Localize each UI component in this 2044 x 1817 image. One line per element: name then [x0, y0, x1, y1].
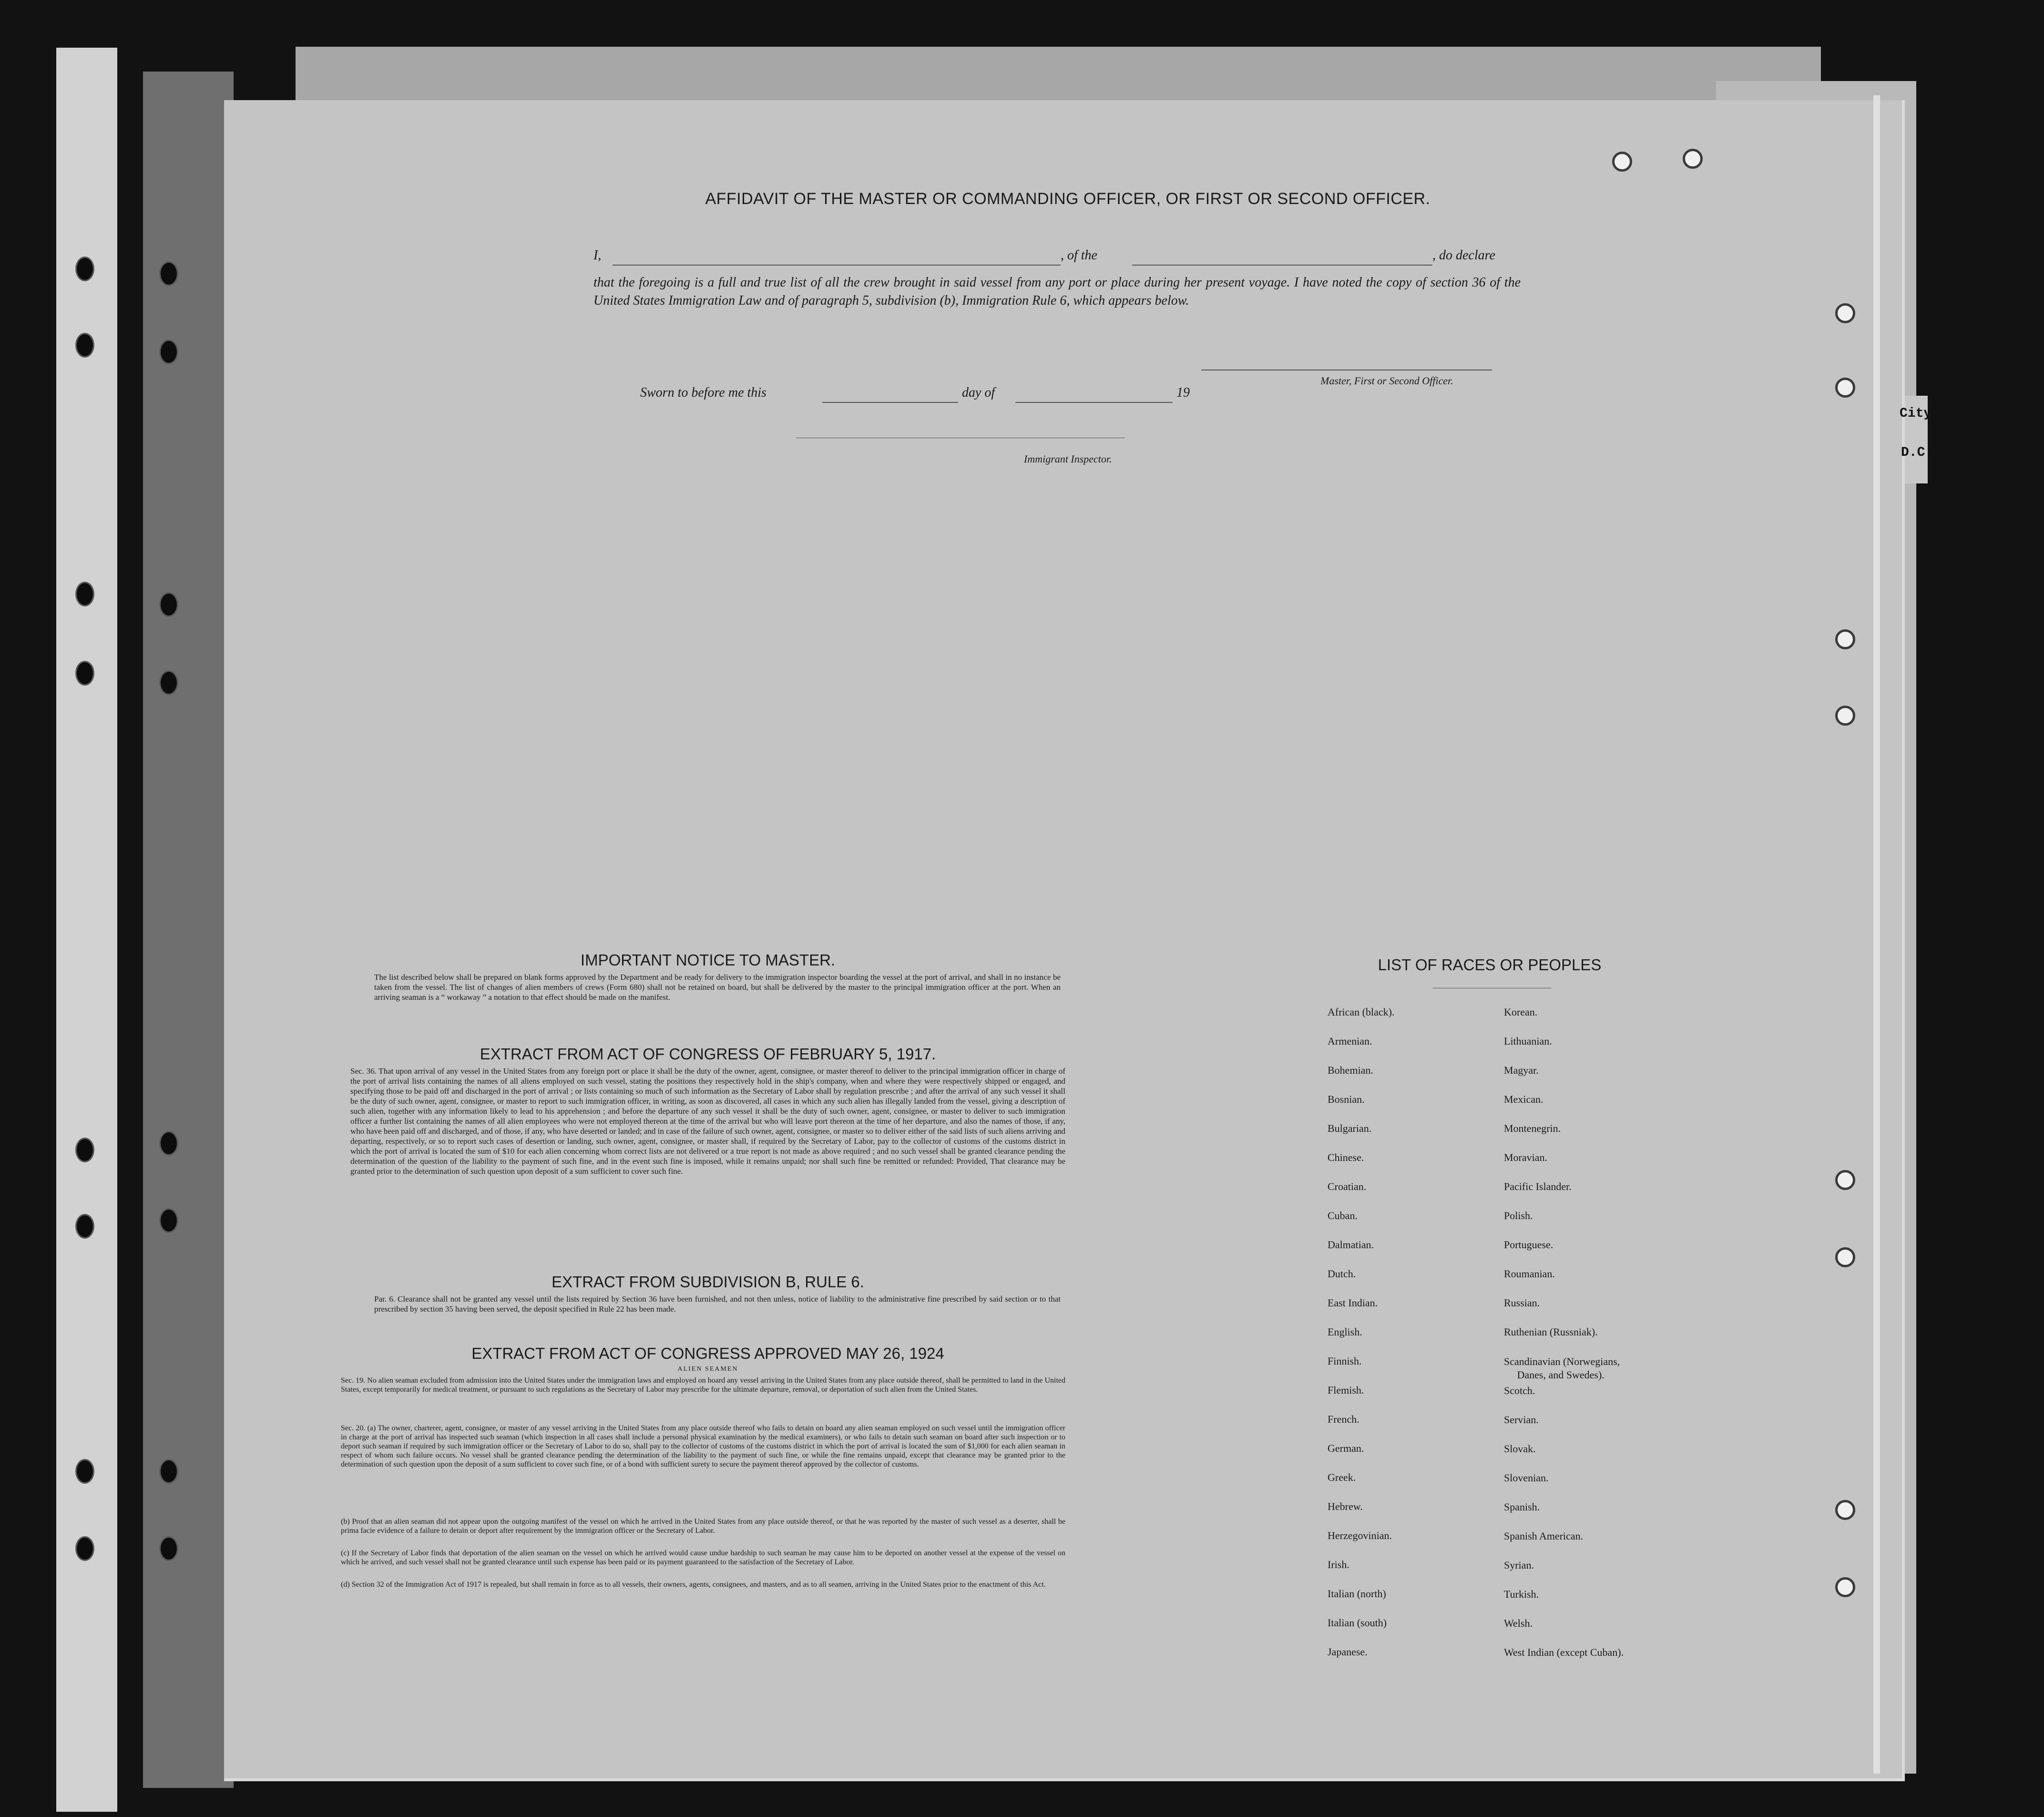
race-item: Spanish.: [1504, 1501, 1540, 1513]
punch-hole: [1612, 152, 1632, 172]
punch-hole: [75, 1459, 94, 1484]
race-item: Italian (north): [1328, 1588, 1386, 1600]
punch-hole: [75, 257, 94, 281]
race-item: Flemish.: [1328, 1384, 1364, 1396]
race-item: Scotch.: [1504, 1385, 1535, 1396]
affidavit-body: that the foregoing is a full and true list of all the crew brought in said vessel from any port or place during her present voyage. I have noted the copy of section 36 of the United States Immigration Law and of paragraph 5, subdivision (b), Immigration Rule 6, which appears below.: [593, 275, 1521, 308]
extract-1924-sec19: Sec. 19. No alien seaman excluded from admission into the United States under the immigration laws and employed on board any vessel arriving in the United States from any place outside thereof, shall be permitted to land in the United States, except temporarily for medical treatment, or pursuant to such regulations as the Secretary of Labor may prescribe for the ultimate departure, removal, or deportation of such alien from the United States.: [341, 1376, 1065, 1394]
punch-hole: [159, 339, 178, 364]
race-item: Welsh.: [1504, 1617, 1533, 1629]
race-item: Montenegrin.: [1504, 1122, 1561, 1134]
punch-hole: [1835, 1170, 1855, 1190]
punch-hole: [159, 1459, 178, 1484]
race-item: East Indian.: [1328, 1297, 1378, 1309]
extract-1924-sec20a: Sec. 20. (a) The owner, charterer, agent, consignee, or master of any vessel arriving in the United States from any place outside thereof who fails to detain on board any alien seaman employed on such vessel until the immigration officer in charge at the port of arrival has inspected such seaman (which inspection in all cases shall include a personal physical examination by the medical examiners), or who fails to detain such seaman on board after such inspection or to deport such seaman if required by such immigration officer or the Secretary of Labor to do so, shall pay to the collector of customs of the customs district in which the port of arrival is located the sum of $1,000 for each alien seaman in respect of whom such failure occurs. No vessel shall be granted clearance pending the determination of the liability to the payment of such fine, or while the fine remains unpaid, except that clearance may be granted prior to the determination of such question upon the deposit of a sum sufficient to cover such fine, or of a bond with sufficient surety to secure the payment thereof approved by the collector of customs.: [341, 1424, 1065, 1468]
races-title: LIST OF RACES OR PEOPLES: [1378, 956, 1602, 974]
race-item: English.: [1328, 1326, 1362, 1338]
race-item: Croatian.: [1328, 1181, 1367, 1192]
punch-hole: [159, 1131, 178, 1156]
race-item: Dalmatian.: [1328, 1239, 1374, 1251]
race-item: Bulgarian.: [1328, 1122, 1372, 1134]
race-item: Cuban.: [1328, 1210, 1358, 1222]
race-item: German.: [1328, 1442, 1364, 1454]
race-item: Lithuanian.: [1504, 1035, 1552, 1047]
race-item: Scandinavian (Norwegians, Danes, and Swedes).: [1504, 1355, 1620, 1381]
city-tag: City: [1900, 406, 1932, 421]
punch-hole: [1835, 1500, 1855, 1520]
punch-hole: [1683, 149, 1703, 169]
race-item: Portuguese.: [1504, 1239, 1553, 1251]
extract-rule6-title: EXTRACT FROM SUBDIVISION B, RULE 6.: [552, 1273, 864, 1291]
extract-1924-sec20c: (c) If the Secretary of Labor finds that deportation of the alien seaman on the vessel on which he arrived would cause undue hardship to such seaman he may cause him to be deported on another vessel at the expense of the vessel on which he arrived, and such vessel shall not be granted clearance until such expense has been paid or its payment guaranteed to the satisfaction of the Secretary of Labor.: [341, 1549, 1065, 1566]
extract-1924-sec20b: (b) Proof that an alien seaman did not appear upon the outgoing manifest of the vessel on which he arrived in the United States from any place outside thereof, or that he was reported by the master of such vessel as a deserter, shall be prima facie evidence of a failure to detain or deport after requirement by the immigration officer or the Secretary of Labor.: [341, 1518, 1065, 1535]
race-item: West Indian (except Cuban).: [1504, 1646, 1624, 1658]
race-item: Chinese.: [1328, 1151, 1364, 1163]
punch-hole: [159, 1536, 178, 1561]
affidavit-of-the: , of the: [1061, 248, 1097, 263]
race-item: Turkish.: [1504, 1588, 1539, 1600]
race-item: Finnish.: [1328, 1355, 1362, 1367]
race-item: Irish.: [1328, 1559, 1349, 1571]
year-label: 19: [1176, 385, 1190, 400]
race-item: Armenian.: [1328, 1035, 1372, 1047]
extract-1924-title: EXTRACT FROM ACT OF CONGRESS APPROVED MAY 26, 1924: [471, 1345, 944, 1362]
race-item: Bohemian.: [1328, 1064, 1373, 1076]
race-item: Mexican.: [1504, 1093, 1543, 1105]
notice-title: IMPORTANT NOTICE TO MASTER.: [580, 951, 836, 969]
race-item: Roumanian.: [1504, 1268, 1555, 1280]
dc-tag: D.C.: [1901, 445, 1933, 460]
race-item: Bosnian.: [1328, 1093, 1365, 1105]
extract-1917-title: EXTRACT FROM ACT OF CONGRESS OF FEBRUARY 5, 1917.: [480, 1045, 936, 1063]
punch-hole: [1835, 1577, 1855, 1597]
race-item: Japanese.: [1328, 1646, 1368, 1658]
punch-hole: [159, 1208, 178, 1233]
punch-hole: [1835, 706, 1855, 726]
affidavit-title: AFFIDAVIT OF THE MASTER OR COMMANDING OFFICER, OR FIRST OR SECOND OFFICER.: [705, 190, 1431, 208]
punch-hole: [159, 261, 178, 286]
inspector-label: Immigrant Inspector.: [1024, 453, 1112, 465]
affidavit-declare: , do declare: [1432, 248, 1495, 263]
punch-hole: [1835, 378, 1855, 398]
race-item: Syrian.: [1504, 1559, 1534, 1571]
punch-hole: [1835, 303, 1855, 323]
punch-hole: [75, 661, 94, 686]
race-item: French.: [1328, 1413, 1359, 1425]
extract-1924-sec20d: (d) Section 32 of the Immigration Act of 1917 is repealed, but shall remain in force as to all vessels, their owners, agents, consignees, and masters, and as to all seamen, arriving in the United States prior to the enactment of this Act.: [341, 1581, 1046, 1589]
race-item: Italian (south): [1328, 1617, 1387, 1629]
extract-1917-body: Sec. 36. That upon arrival of any vessel in the United States from any foreign port or place it shall be the duty of the owner, agent, consignee, or master thereof to deliver to the principal immigration officer in charge of the port of arrival lists containing the names of all aliens employed on such vessel, stating the positions they respectively hold in the ship's company, when and where they were respectively shipped or engaged, and specifying those to be paid off and discharged in the port of arrival ; or lists containing so much of such information as the Secretary of Labor shall by regulation prescribe ; and after the arrival of any such vessel it shall be the duty of such owner, agent, consignee, or master to report to such immigration officer, in writing, as soon as discovered, all cases in which any such alien has illegally landed from the vessel, giving a description of such alien, together with any information likely to lead to his apprehension ; and before the departure of any such vessel it shall be the duty of such owner, agent, consignee, or master to deliver to such immigration officer a further list containing the names of all alien employees who were not employed thereon at the time of the arrival but who will leave port thereon at the time of her departure, and also the names of those, if any, who have been paid off and discharged, and of those, if any, who have deserted or landed; and in case of the failure of such owner, agent, consignee, or master so to deliver either of the said lists of such aliens arriving and departing, respectively, or so to report such cases of desertion or landing, such owner, agent, consignee, or master shall, if required by the Secretary of Labor, pay to the collector of customs of the customs district in which the port of arrival is located the sum of $10 for each alien concerning whom correct lists are not delivered or a true report is not made as above required ; and no such vessel shall be granted clearance pending the determination of the question of the liability to the payment of such fine, and in the event such fine is imposed, while it remains unpaid; nor shall such fine be remitted or refunded: Provided, That clearance may be granted prior to the determination of such question upon deposit of a sum sufficient to cover such fine.: [350, 1067, 1065, 1176]
race-item: Spanish American.: [1504, 1530, 1584, 1542]
name-line: [613, 265, 1061, 266]
race-item: Korean.: [1504, 1006, 1538, 1018]
punch-hole: [75, 1214, 94, 1239]
race-item: Ruthenian (Russniak).: [1504, 1326, 1598, 1338]
affidavit-i: I,: [593, 248, 602, 263]
notice-body: The list described below shall be prepared on blank forms approved by the Department and be ready for delivery to the immigration inspector boarding the vessel at the port of arrival, and shall in no instance be taken from the vessel. The list of changes of alien members of crews (Form 680) shall not be retained on board, but shall be delivered by the master to the principal immigration officer at the port. When an arriving seaman is a “ workaway ” a notation to that effect should be made on the manifest.: [374, 973, 1061, 1002]
punch-hole: [159, 592, 178, 617]
punch-hole: [75, 1138, 94, 1162]
punch-hole: [1835, 629, 1855, 649]
race-item: Russian.: [1504, 1297, 1540, 1309]
race-item: Hebrew.: [1328, 1500, 1363, 1512]
race-item: Slovak.: [1504, 1443, 1536, 1455]
punch-hole: [75, 582, 94, 606]
race-item: Servian.: [1504, 1414, 1539, 1426]
race-item: Herzegovinian.: [1328, 1530, 1392, 1541]
binder-board: [143, 72, 234, 1788]
day-of-label: day of: [962, 385, 995, 400]
extract-1924-subtitle: ALIEN SEAMEN: [677, 1365, 738, 1373]
vessel-line: [1132, 265, 1432, 266]
race-item: Polish.: [1504, 1210, 1533, 1222]
punch-hole: [75, 333, 94, 358]
signature-label: Master, First or Second Officer.: [1320, 375, 1453, 387]
sworn-day-line: [822, 402, 958, 403]
race-item: Slovenian.: [1504, 1472, 1549, 1484]
punch-hole: [159, 670, 178, 695]
race-item: Greek.: [1328, 1471, 1356, 1483]
sworn-month-line: [1015, 402, 1173, 403]
race-item: Dutch.: [1328, 1268, 1356, 1280]
punch-hole: [75, 1536, 94, 1561]
page-edge: [1873, 95, 1880, 1774]
punch-hole: [1835, 1247, 1855, 1267]
race-item: Moravian.: [1504, 1151, 1548, 1163]
race-item: African (black).: [1328, 1006, 1395, 1018]
race-item: Magyar.: [1504, 1064, 1539, 1076]
extract-rule6-body: Par. 6. Clearance shall not be granted any vessel until the lists required by Section 36 have been furnished, and not then unless, notice of liability to the administrative fine prescribed by said section or to that prescribed by section 35 having been served, the deposit specified in Rule 22 has been made.: [374, 1294, 1061, 1314]
sworn-label: Sworn to before me this: [640, 385, 766, 400]
race-item: Pacific Islander.: [1504, 1181, 1572, 1192]
